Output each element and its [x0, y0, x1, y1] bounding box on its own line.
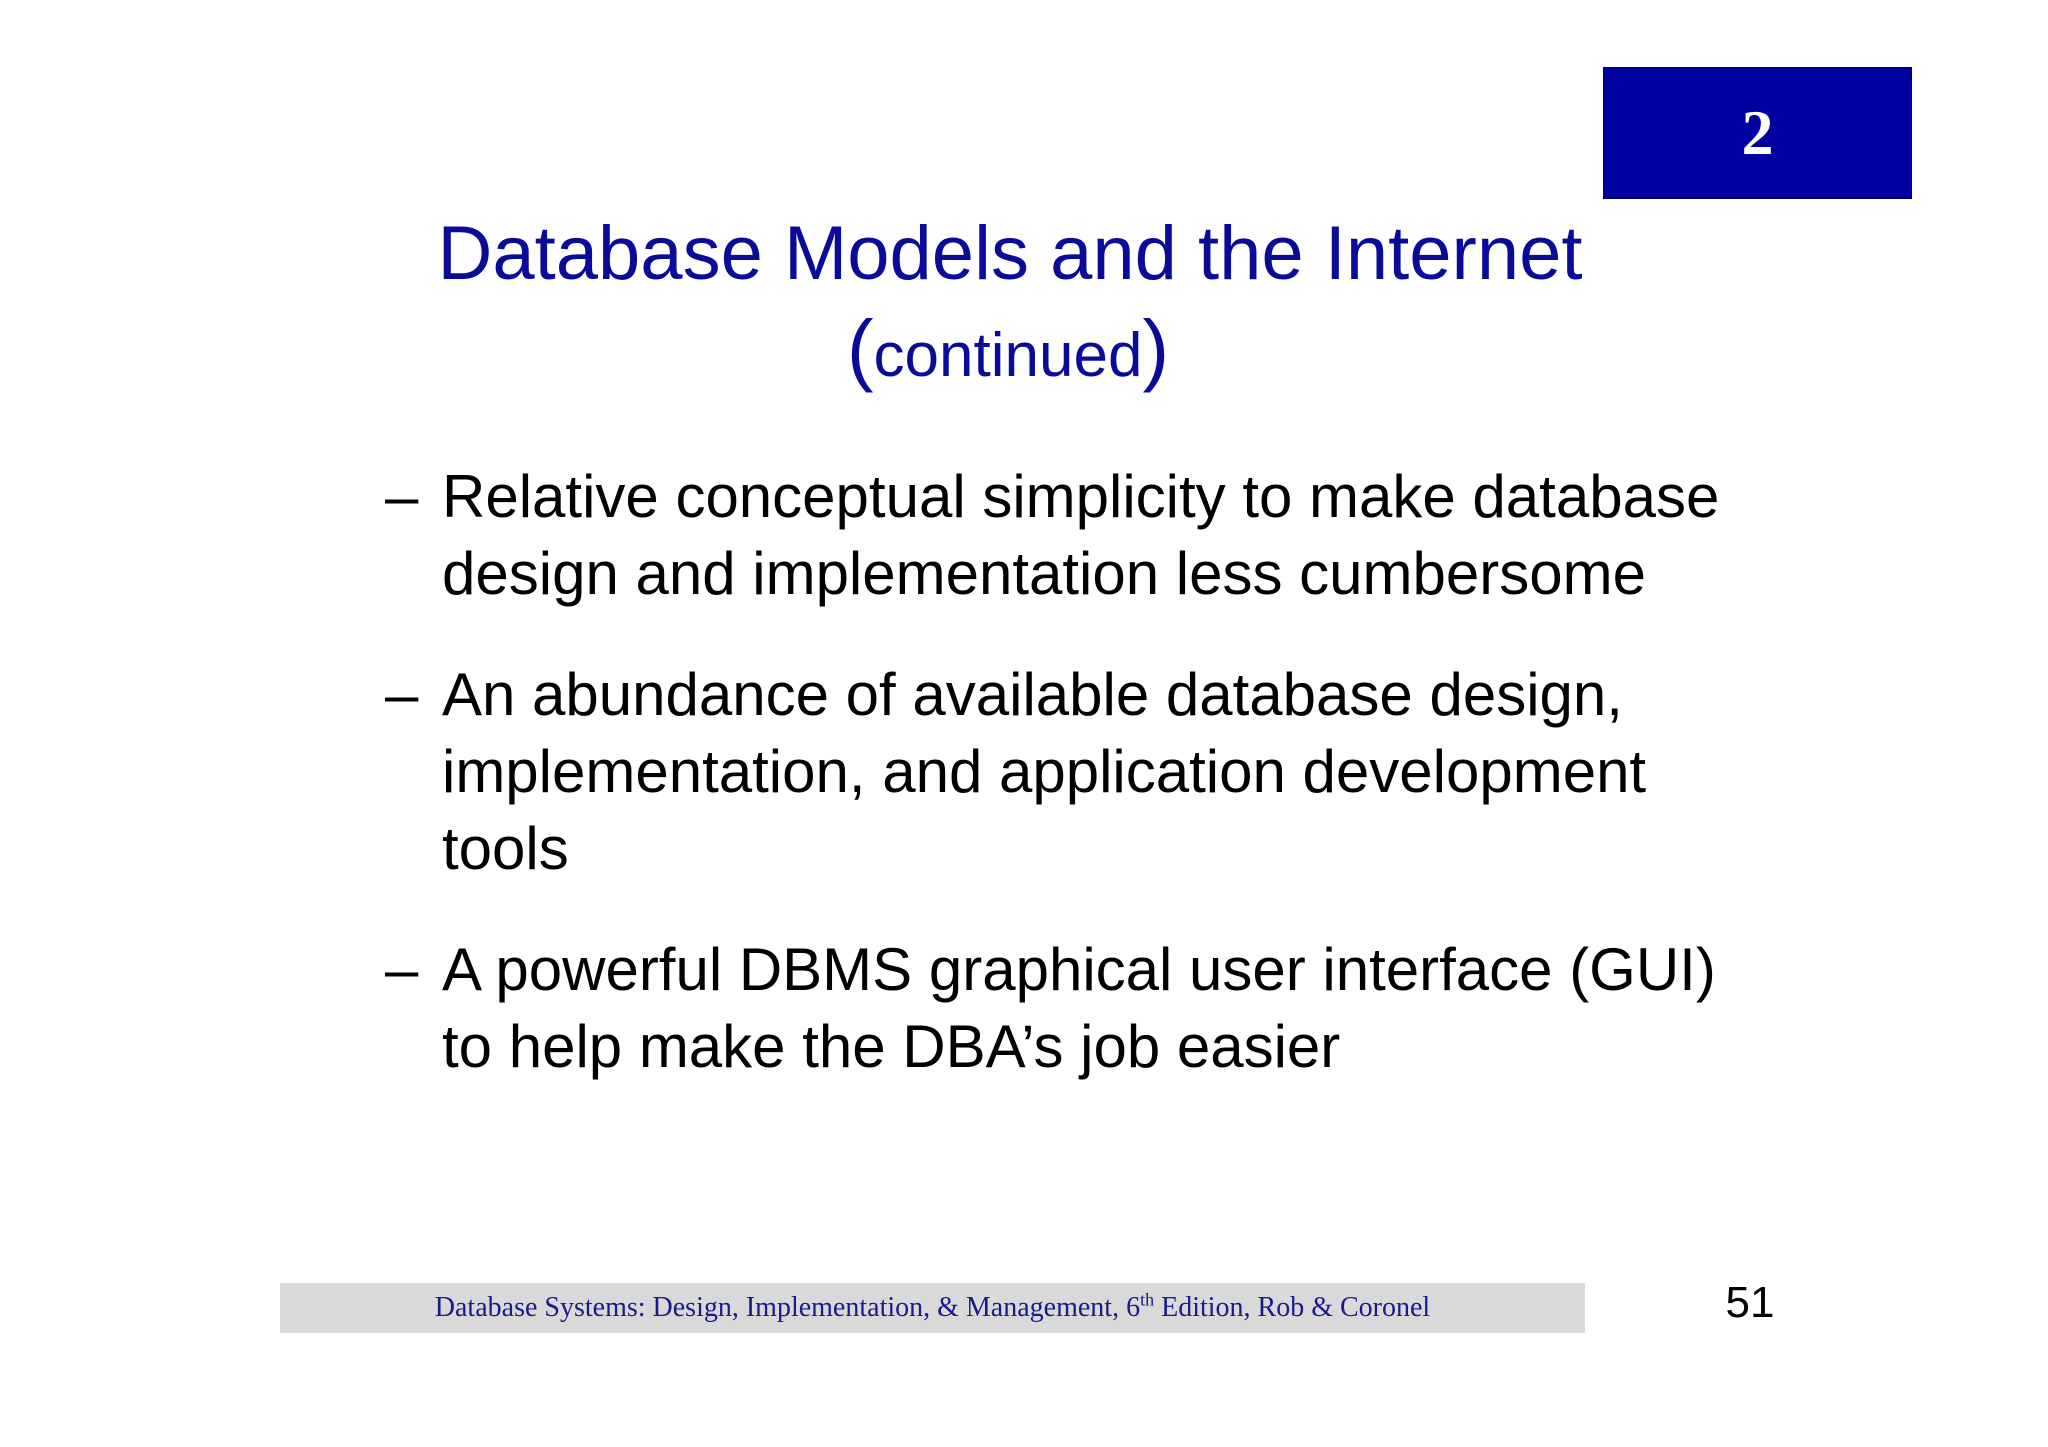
title-main: Database Models and the Internet — [437, 211, 1583, 296]
list-item — [385, 656, 1765, 887]
bullet-marker: – — [385, 463, 419, 530]
bullet-list — [385, 458, 1765, 1129]
title-close-paren: ) — [1142, 304, 1170, 393]
bullet-text: A powerful DBMS graphical user interface (GUI) to help make the DBA’s job easier — [442, 936, 1716, 1080]
list-item — [385, 458, 1765, 612]
bullet-marker: – — [385, 661, 419, 728]
list-item — [385, 931, 1765, 1085]
title-subtitle: continued — [873, 321, 1143, 390]
title-subtitle-line — [0, 300, 2032, 405]
footer-text-part1: Database Systems: Design, Implementation, & Management, 6 — [434, 1292, 1141, 1323]
title-open-paren: ( — [846, 304, 874, 393]
footer-bar — [280, 1283, 1585, 1333]
footer-text-part2: Edition, Rob & Coronel — [1154, 1292, 1431, 1323]
bullet-marker: – — [385, 936, 419, 1003]
footer-superscript: th — [1140, 1289, 1155, 1310]
bullet-text: Relative conceptual simplicity to make database design and implementation less cumbersome — [442, 463, 1720, 607]
footer-citation — [434, 1289, 1431, 1324]
bullet-text: An abundance of available database design, implementation, and application development tools — [442, 661, 1647, 882]
chapter-badge — [1603, 67, 1912, 199]
slide-title — [0, 208, 2048, 405]
chapter-number: 2 — [1741, 97, 1774, 168]
page-number: 51 — [1725, 1278, 1775, 1327]
